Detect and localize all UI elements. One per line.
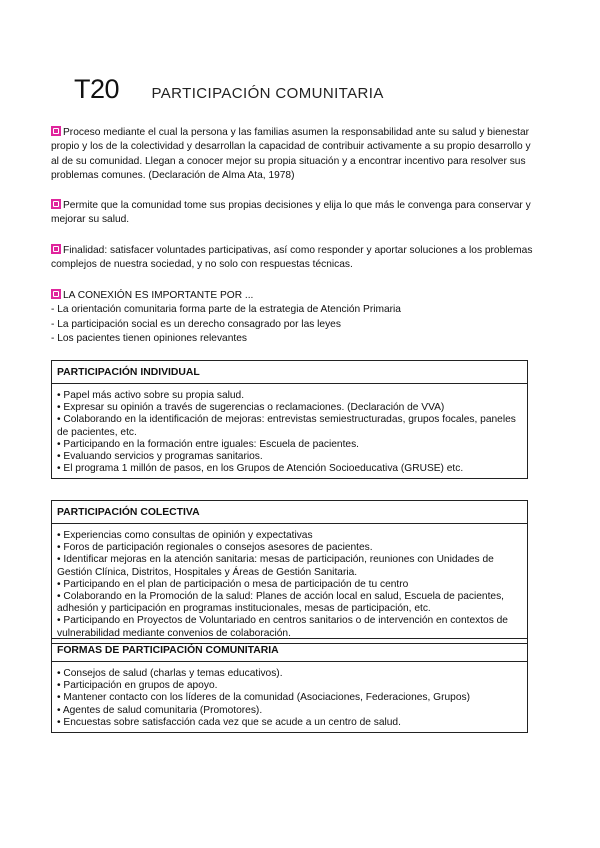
list-item: • Papel más activo sobre su propia salud. xyxy=(57,390,245,401)
checkbox-bullet-icon xyxy=(51,289,61,299)
collective-participation-box xyxy=(51,500,528,644)
page-header xyxy=(74,74,384,105)
list-item: - La participación social es un derecho consagrado por las leyes xyxy=(51,318,341,330)
checkbox-bullet-icon xyxy=(51,126,61,136)
list-item: • El programa 1 millón de pasos, en los Grupos de Atención Socioeducativa (GRUSE) etc. xyxy=(57,463,464,475)
checkbox-bullet-icon xyxy=(51,199,61,209)
connection-section xyxy=(51,289,541,347)
box-title: PARTICIPACIÓN INDIVIDUAL xyxy=(52,361,527,384)
topic-code: T20 xyxy=(74,74,120,104)
individual-participation-box xyxy=(51,360,528,479)
list-item: • Consejos de salud (charlas y temas educativos). xyxy=(57,668,283,679)
list-item: • Evaluando servicios y programas sanitarios. xyxy=(57,451,263,463)
list-item: • Participando en el plan de participación o mesa de participación de tu centro xyxy=(57,578,409,590)
list-item: • Expresar su opinión a través de sugerencias o reclamaciones. (Declaración de VVA) xyxy=(57,402,445,414)
definition-text: Proceso mediante el cual la persona y las familias asumen la responsabilidad ante su salud y bienestar propio y los de la colectividad y desarrollan la capacidad de contribuir activamente a su propio desarrollo y al de su comunidad. Llegan a conocer mejor su propia situación y a encontrar incentivo para resolver sus problemas comunes. (Declaración de Alma Ata, 1978) xyxy=(51,127,531,182)
permit-text: Permite que la comunidad tome sus propias decisiones y elija lo que más le convenga para conservar y mejorar su salud. xyxy=(51,200,531,226)
connection-list xyxy=(51,303,541,346)
list-item: • Participando en Proyectos de Voluntariado en centros sanitarios o de intervención en contextos de vulnerabilidad mediante convenios de colaboración. xyxy=(57,615,508,639)
list-item: • Experiencias como consultas de opinión y expectativas xyxy=(57,530,313,541)
list-item: • Participando en la formación entre iguales: Escuela de pacientes. xyxy=(57,438,360,450)
list-item: • Colaborando en la Promoción de la salud: Planes de acción local en salud, Escuela de pacientes, adhesión y participación en programas institucionales, mesas de participación, etc. xyxy=(57,591,505,615)
list-item: • Encuestas sobre satisfacción cada vez que se acude a un centro de salud. xyxy=(57,716,401,728)
list-item: • Mantener contacto con los líderes de la comunidad (Asociaciones, Federaciones, Grupos) xyxy=(57,692,470,704)
community-participation-forms-box xyxy=(51,638,528,733)
connection-heading: LA CONEXIÓN ES IMPORTANTE POR ... xyxy=(63,290,254,301)
box-body xyxy=(52,662,527,732)
list-item: • Identificar mejoras en la atención sanitaria: mesas de participación, reuniones con Unidades de Gestión Clínica, Distritos, Hospitales y Áreas de Gestión Sanitaria. xyxy=(57,554,494,578)
box-title: FORMAS DE PARTICIPACIÓN COMUNITARIA xyxy=(52,639,527,662)
definition-paragraph xyxy=(51,126,541,184)
page-title: PARTICIPACIÓN COMUNITARIA xyxy=(151,85,384,102)
permit-paragraph xyxy=(51,199,541,228)
box-body xyxy=(52,384,527,478)
purpose-text: Finalidad: satisfacer voluntades participativas, así como responder y aportar soluciones a los problemas complejos de nuestra sociedad, y no solo con respuestas técnicas. xyxy=(51,245,533,271)
list-item: - La orientación comunitaria forma parte de la estrategia de Atención Primaria xyxy=(51,304,401,316)
box-body xyxy=(52,524,527,643)
list-item: • Colaborando en la identificación de mejoras: entrevistas semiestructuradas, grupos focales, paneles de pacientes, etc. xyxy=(57,414,516,438)
list-item: • Agentes de salud comunitaria (Promotores). xyxy=(57,704,263,716)
list-item: • Foros de participación regionales o consejos asesores de pacientes. xyxy=(57,542,373,554)
list-item: • Participación en grupos de apoyo. xyxy=(57,680,218,692)
checkbox-bullet-icon xyxy=(51,244,61,254)
box-title: PARTICIPACIÓN COLECTIVA xyxy=(52,501,527,524)
purpose-paragraph xyxy=(51,244,541,273)
list-item: - Los pacientes tienen opiniones relevantes xyxy=(51,333,247,345)
